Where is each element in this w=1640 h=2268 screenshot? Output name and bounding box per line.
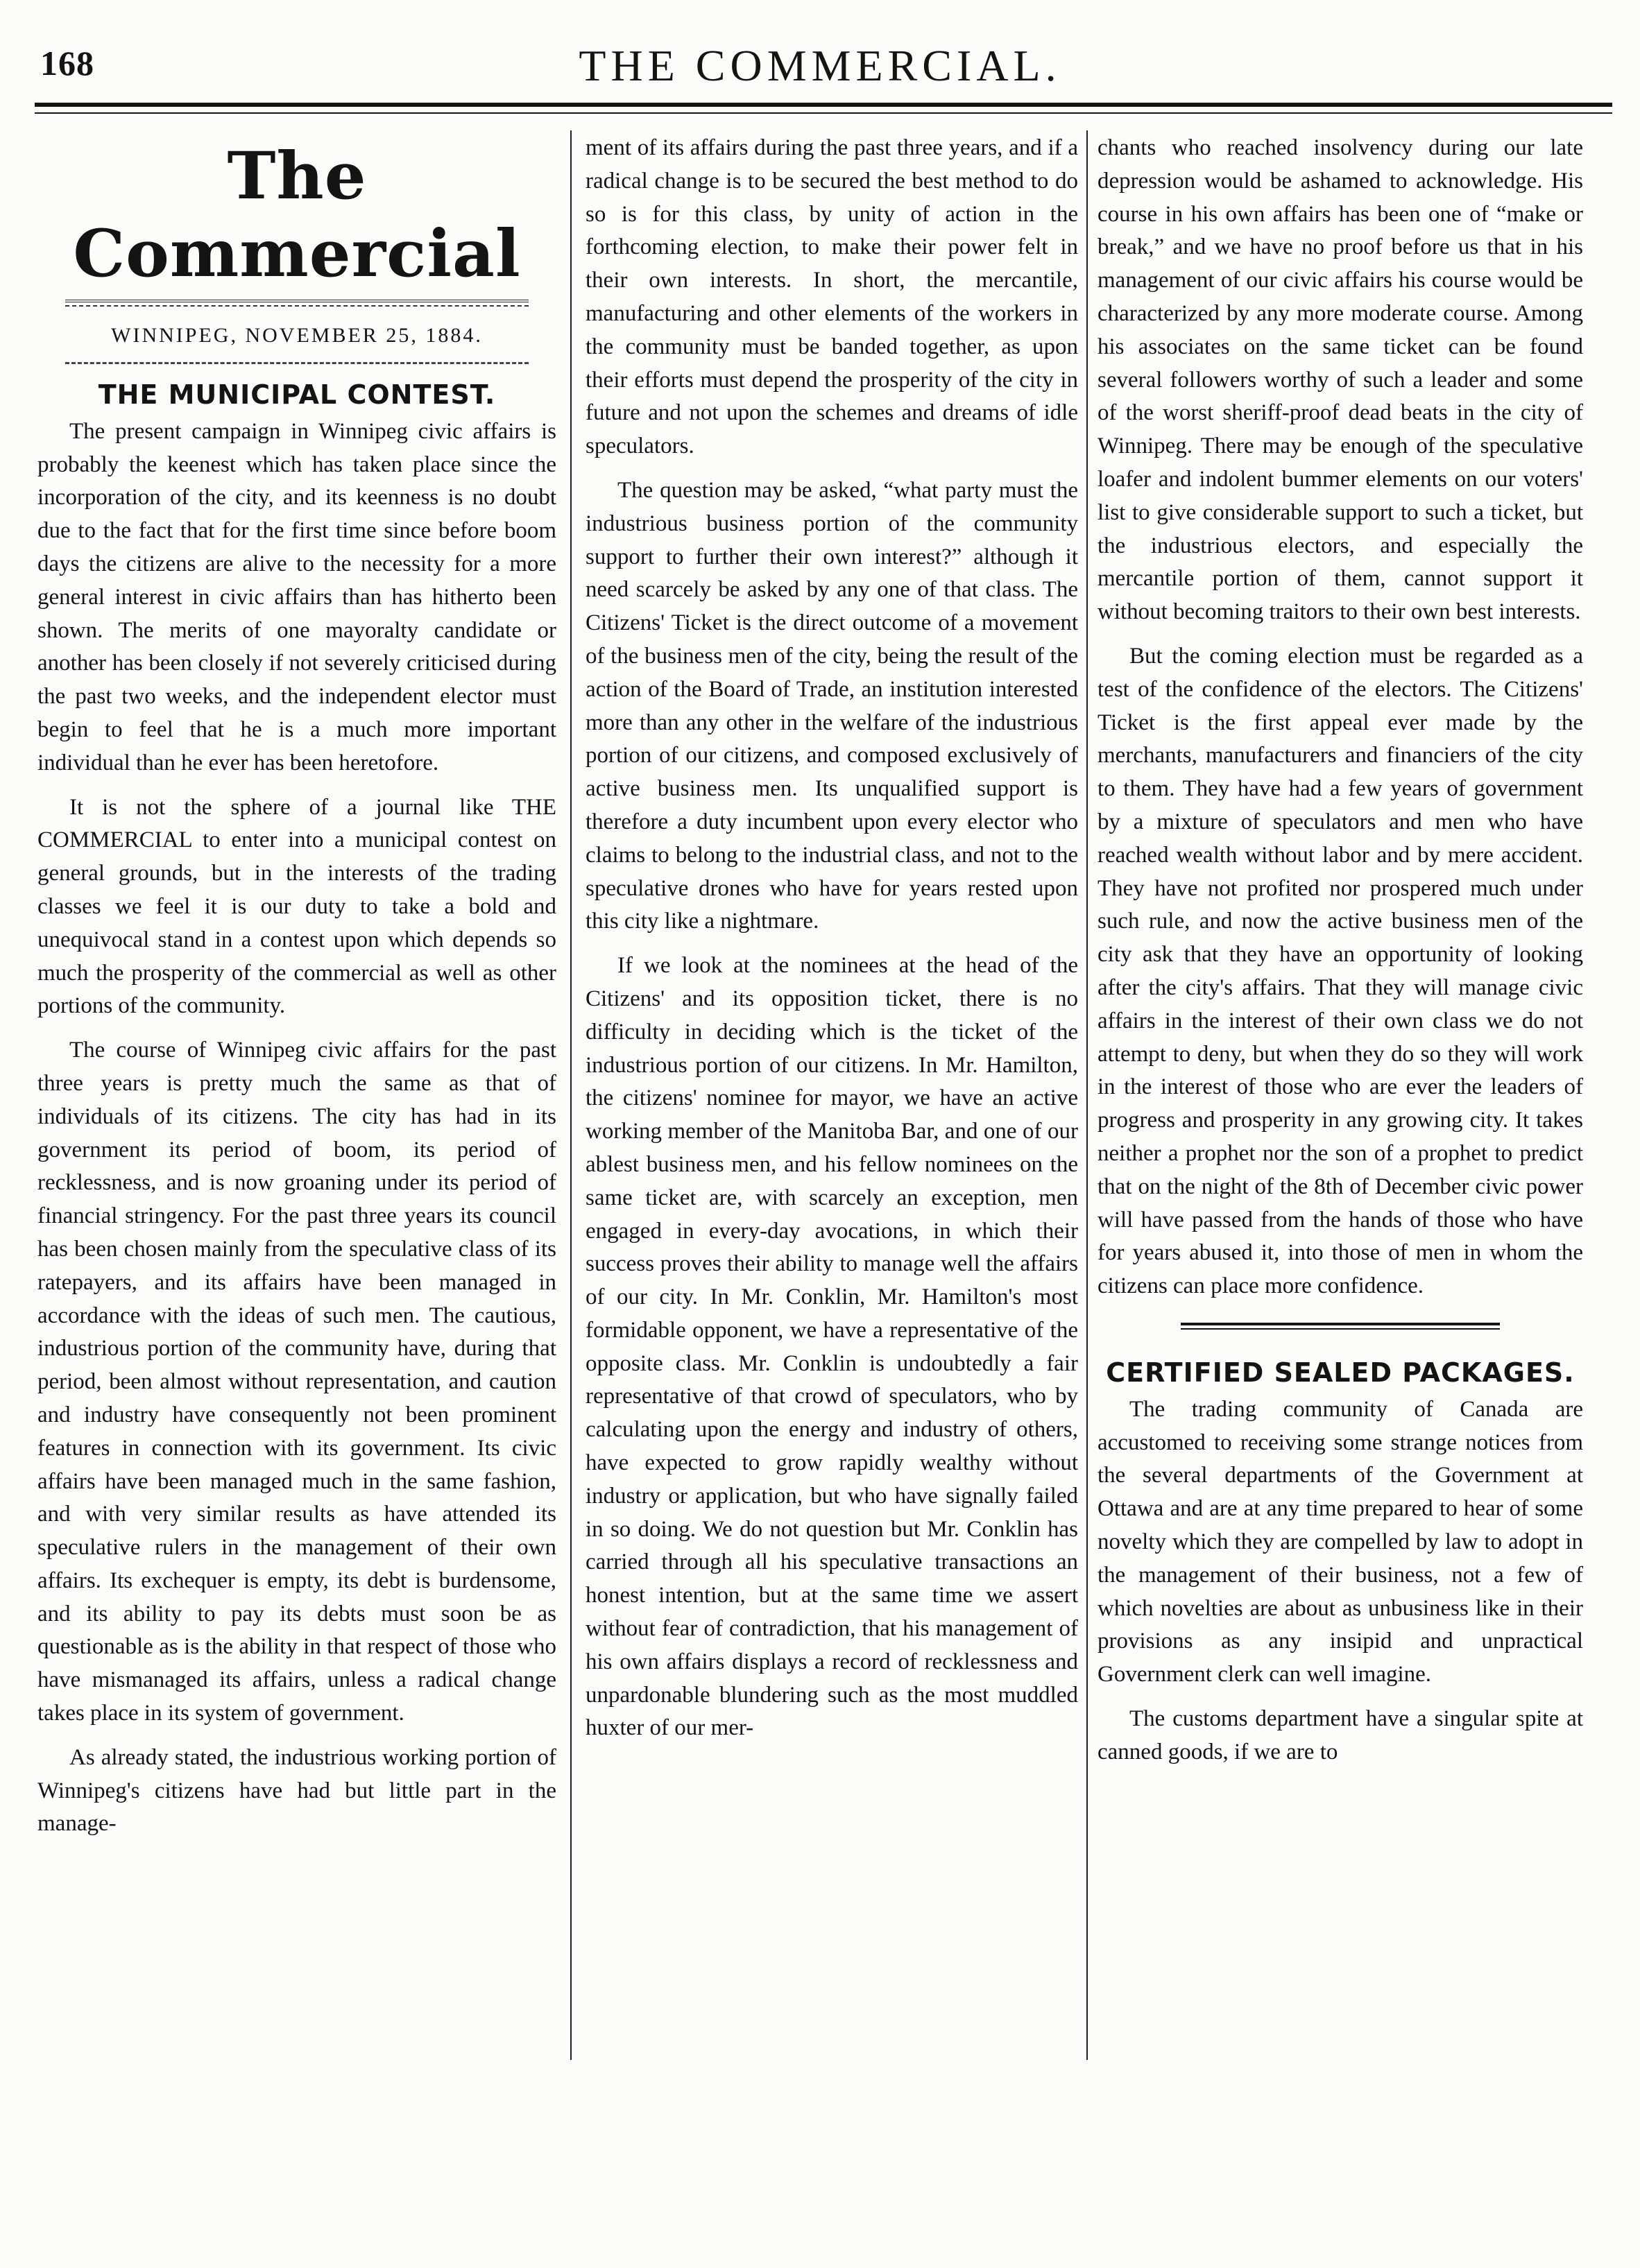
paragraph: The trading community of Canada are accustomed to receiving some strange notices from the several departments of the Government at Ottawa and are at any time prepared to hear of some novelty which they are compelled by law to adopt in the management of their business, not a few of which novelties are about as unbusiness like in their provisions as any insipid and unpractical Government clerk can well imagine. <box>1097 1396 1583 1687</box>
column-3 <box>1097 132 1583 2240</box>
masthead-rule <box>65 300 529 307</box>
paragraph-continued: ment of its affairs during the past three years, and if a radical change is to be secured the best method to do so is for this class, by unity of action in the forthcoming election, to make their power felt in their own interests. In short, the mercantile, manufacturing and other elements of the workers in the community must be banded together, as upon their efforts must depend the prosperity of the city in future and not upon the schemes and dreams of idle speculators. <box>586 135 1078 459</box>
paragraph: The present campaign in Winnipeg civic affairs is probably the keenest which has taken place since the incorporation of the city, and its keenness is no doubt due to the fact that for the first time since before boom days the citizens are alive to the necessity for a more general interest in civic affairs than has hitherto been shown. The merits of one mayoralty candidate or another has been closely if not severely criticised during the past two weeks, and the independent elector must begin to feel that he is a much more important individual than he ever has been heretofore. <box>37 418 556 775</box>
paragraph: It is not the sphere of a journal like THE COMMERCIAL to enter into a municipal contest on general grounds, but in the interests of the trading classes we feel it is our duty to take a bold and unequivocal stand in a contest upon which depends so much the prosperity of the commercial as well as other portions of the community. <box>37 794 556 1019</box>
paragraph: The question may be asked, “what party must the industrious business portion of the community support to further their own interest?” although it need scarcely be asked by any one of that class. The Citizens' Ticket is the direct outcome of a movement of the business men of the city, being the result of the action of the Board of Trade, an institution interested more than any other in the welfare of the industrious portion of our citizens, and composed exclusively of active business men. Its unqualified support is therefore a duty incumbent upon every elector who claims to belong to the industrial class, and not to the speculative drones who have for years rested upon this city like a nightmare. <box>586 477 1078 934</box>
section-rule <box>1181 1323 1500 1325</box>
column-2 <box>586 132 1078 2240</box>
paragraph: The customs department have a singular spite at canned goods, if we are to <box>1097 1706 1583 1764</box>
column-1 <box>37 132 556 2240</box>
page-number: 168 <box>40 44 94 83</box>
header-rule-thin <box>35 112 1612 114</box>
masthead-title: The Commercial <box>73 138 521 292</box>
paragraph-continued: chants who reached insolvency during our late depression would be ashamed to acknowledge. His course in his own affairs has been one of “make or break,” and we have no proof before us that in his management of our civic affairs his course would be characterized by any more moderate course. Among his associates on the same ticket can be found several followers worthy of such a leader and some of the worst sheriff-proof dead beats in the city of Winnipeg. There may be enough of the speculative loafer and indolent bummer elements on our voters' list to give considerable support to such a ticket, but the industrious electors, and especially the mercantile portion of them, cannot support it without becoming traitors to their own best interests. <box>1097 135 1583 625</box>
paragraph: But the coming election must be regarded as a test of the confidence of the electors. The Citizens' Ticket is the first appeal ever made by the merchants, manufacturers and financiers of the city to them. They have had a few years of government by a mixture of speculators and men who have reached wealth without labor and by mere accident. They have not profited nor prospered much under such rule, and now the active business men of the city ask that they have an opportunity of looking after the city's affairs. That they will manage civic affairs in the interest of their own class we do not attempt to deny, but when they do so they will work in the interest of those who are ever the leaders of progress and prosperity in any growing city. It takes neither a prophet nor the son of a prophet to predict that on the night of the 8th of December civic power will have passed from the hands of those who have for years abused it, into those of men in whom the citizens can place more confidence. <box>1097 643 1583 1299</box>
paragraph: As already stated, the industrious working portion of Winnipeg's citizens have had but little part in the manage- <box>37 1744 556 1837</box>
section-rule-thin <box>1181 1328 1500 1330</box>
column-divider <box>570 130 572 2060</box>
article-headline: THE MUNICIPAL CONTEST. <box>98 379 496 410</box>
paragraph: If we look at the nominees at the head of the Citizens' and its opposition ticket, there is no difficulty in deciding which is the ticket of the industrious portion of our citizens. In Mr. Hamilton, the citizens' nominee for mayor, we have an active working member of the Manitoba Bar, and one of our ablest business men, and his fellow nominees on the same ticket are, with scarcely an exception, men engaged in every-day avocations, in which their success proves their ability to manage well the affairs of our city. In Mr. Conklin, Mr. Hamilton's most formidable opponent, we have a representative of the opposite class. Mr. Conklin is undoubtedly a fair representative of that crowd of speculators, who by calculating upon the energy and industry of others, have expected to grow rapidly wealthy without industry or application, but who have signally failed in so doing. We do not question but Mr. Conklin has carried through all his speculative transactions an honest intention, but at the same time we assert without fear of contradiction, that his management of his own affairs displays a record of recklessness and unpardonable blundering such as the most muddled huxter of our mer- <box>586 953 1078 1741</box>
article-headline: CERTIFIED SEALED PACKAGES. <box>1106 1357 1575 1388</box>
dateline-rule <box>65 362 529 364</box>
dateline: WINNIPEG, NOVEMBER 25, 1884. <box>111 324 483 347</box>
header-rule <box>35 103 1612 107</box>
column-divider <box>1086 130 1088 2060</box>
running-title: THE COMMERCIAL. <box>579 41 1061 90</box>
paragraph: The course of Winnipeg civic affairs for the past three years is pretty much the same as that of individuals of its citizens. The city has had in its government its period of boom, its period of recklessness, and is now groaning under its period of financial stringency. For the past three years its council has been chosen mainly from the speculative class of its ratepayers, and its affairs have been managed in accordance with the ideas of such men. The cautious, industrious portion of the community have, during that period, been almost without representation, and caution and industry have consequently not been prominent features in connection with its government. Its civic affairs have been managed much in the same fashion, and with very similar results as have attended its speculative rulers in the management of their own affairs. Its exchequer is empty, its debt is burdensome, and its ability to pay its debts must soon be as questionable as is the ability in that respect of those who have mismanaged its affairs, unless a radical change takes place in its system of government. <box>37 1038 556 1726</box>
